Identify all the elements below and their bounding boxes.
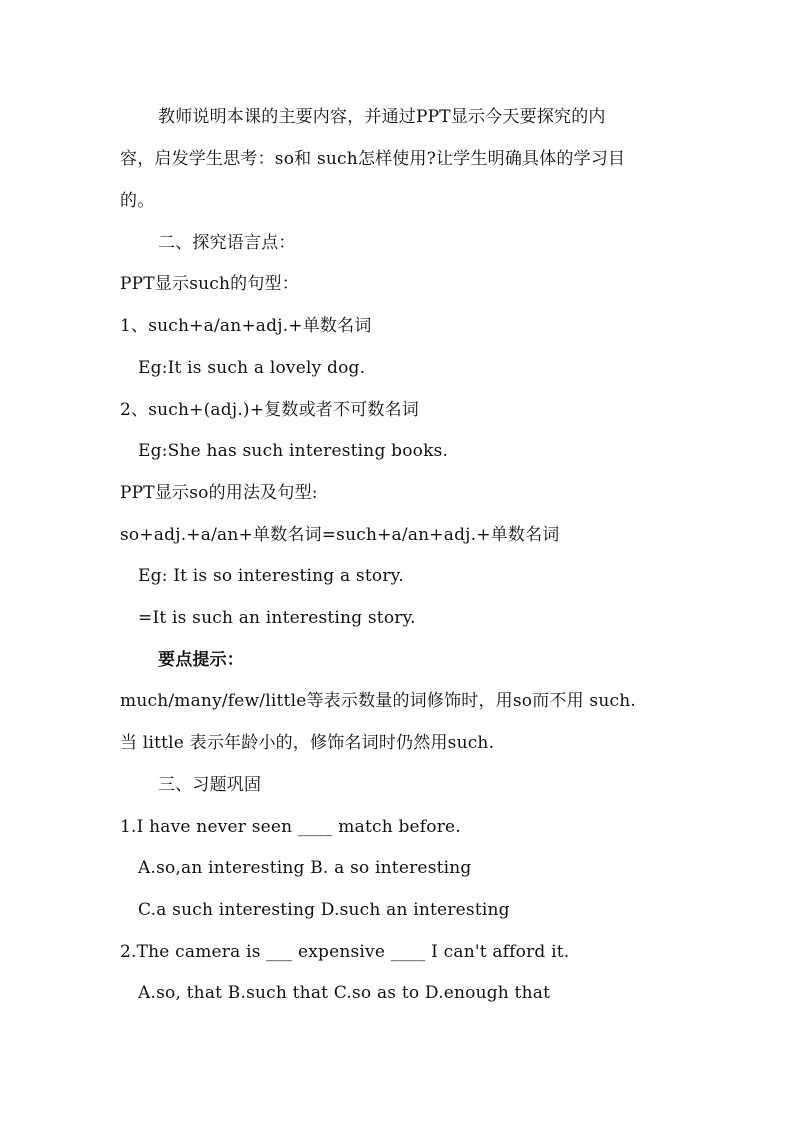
tips-line-2: 当 little 表示年龄小的，修饰名词时仍然用such.: [120, 733, 495, 753]
tips-heading: 要点提示：: [158, 650, 244, 670]
question-1-options-ab: A.so,an interesting B. a so interesting: [138, 858, 472, 878]
such-pattern-1: 1、such+a/an+adj.+单数名词: [120, 316, 372, 336]
question-2-options: A.so, that B.such that C.so as to D.enough that: [138, 983, 551, 1003]
section2-heading: 二、探究语言点：: [158, 233, 296, 253]
intro-line-1: 教师说明本课的主要内容，并通过PPT显示今天要探究的内: [158, 107, 606, 127]
so-example-1: Eg: It is so interesting a story.: [138, 566, 404, 586]
intro-line-2: 容，启发学生思考：so和 such怎样使用?让学生明确具体的学习目: [120, 149, 626, 169]
such-example-1: Eg:It is such a lovely dog.: [138, 358, 366, 378]
question-1: 1.I have never seen ____ match before.: [120, 817, 461, 837]
so-intro: PPT显示so的用法及句型:: [120, 483, 318, 503]
intro-line-3: 的。: [120, 191, 155, 211]
such-intro: PPT显示such的句型：: [120, 274, 299, 294]
question-1-options-cd: C.a such interesting D.such an interesting: [138, 900, 510, 920]
so-pattern: so+adj.+a/an+单数名词=such+a/an+adj.+单数名词: [120, 525, 560, 545]
such-example-2: Eg:She has such interesting books.: [138, 441, 449, 461]
section3-heading: 三、习题巩固: [158, 775, 262, 795]
so-example-2: =It is such an interesting story.: [138, 608, 416, 628]
such-pattern-2: 2、such+(adj.)+复数或者不可数名词: [120, 400, 420, 420]
tips-line-1: much/many/few/little等表示数量的词修饰时，用so而不用 such.: [120, 691, 636, 711]
question-2: 2.The camera is ___ expensive ____ I can't afford it.: [120, 942, 570, 962]
